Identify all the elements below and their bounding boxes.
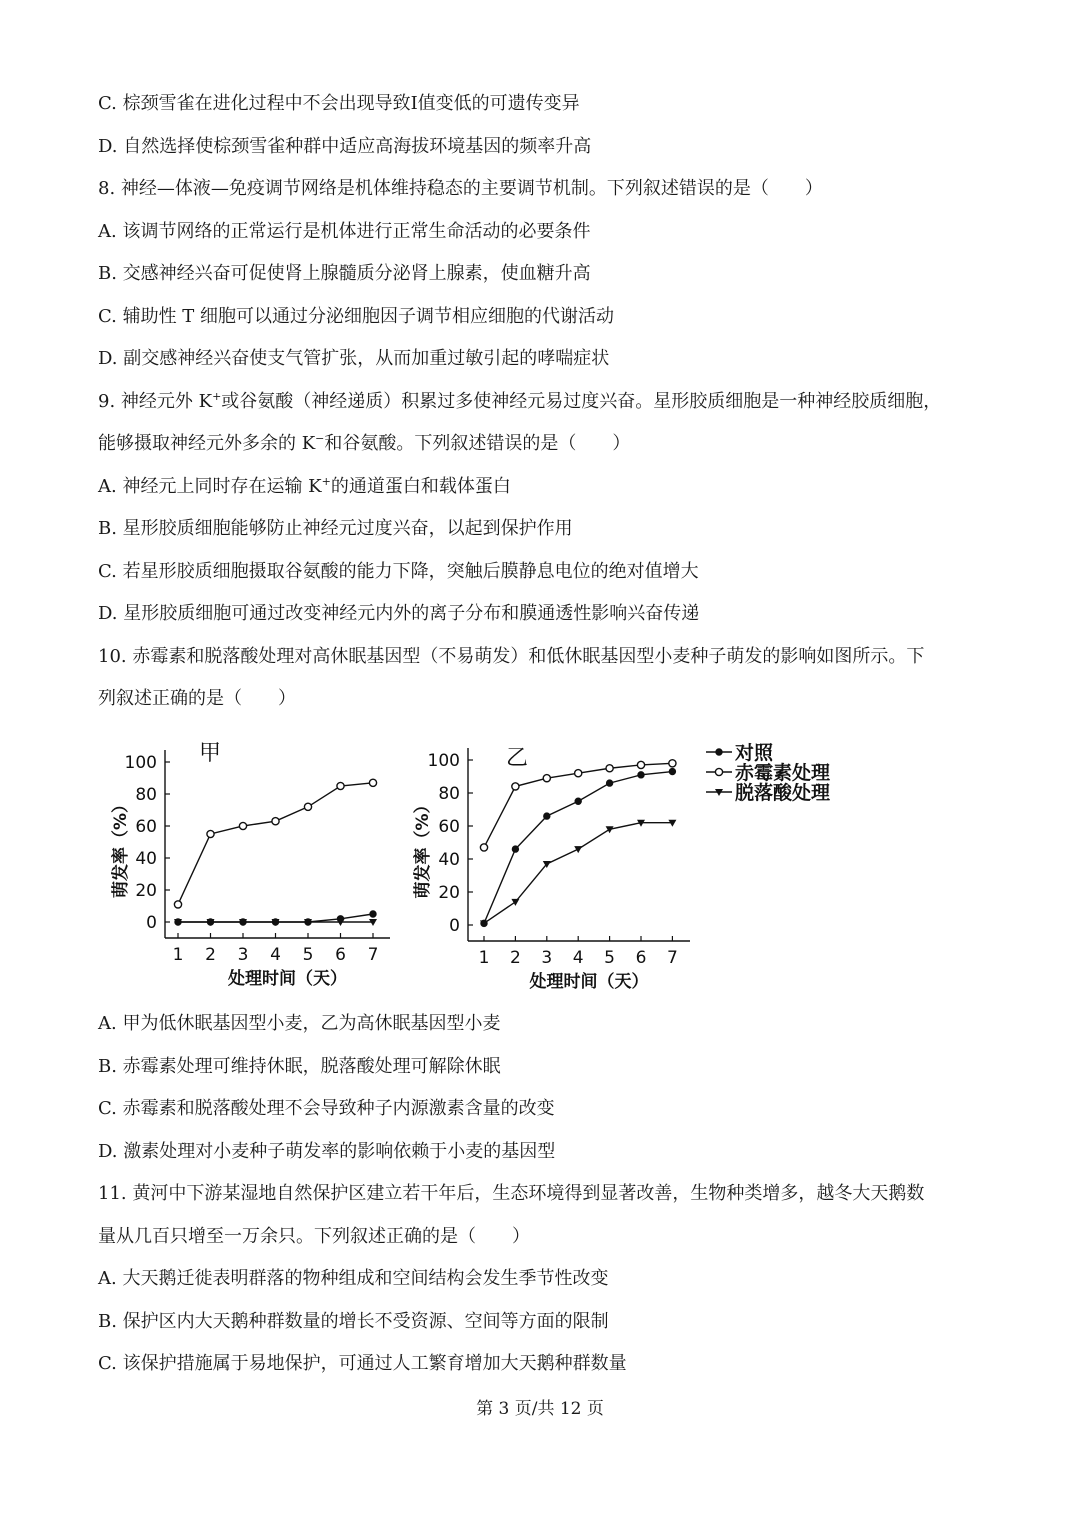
question-11-option-a: A. 大天鹅迁徙表明群落的物种组成和空间结构会发生季节性改变	[98, 1268, 609, 1289]
text-line: D. 自然选择使棕颈雪雀种群中适应高海拔环境基因的频率升高	[98, 136, 592, 157]
x-tick-label: 2	[509, 948, 521, 968]
data-point	[512, 846, 518, 852]
series-3	[480, 820, 676, 928]
x-tick-label: 1	[478, 948, 490, 968]
x-tick-label: 4	[270, 945, 281, 965]
x-tick-label: 5	[604, 948, 616, 968]
data-point	[574, 846, 582, 853]
question-11-stem: 11. 黄河中下游某湿地自然保护区建立若干年后，生态环境得到显著改善，生物种类增多，越冬大天鹅数	[98, 1183, 925, 1204]
legend-label: 对照	[735, 742, 774, 764]
question-9-option-c: C. 若星形胶质细胞摄取谷氨酸的能力下降，突触后膜静息电位的绝对值增大	[98, 561, 699, 582]
question-10-option-a: A. 甲为低休眠基因型小麦，乙为高休眠基因型小麦	[98, 1013, 501, 1034]
y-tick-label: 20	[135, 881, 157, 901]
question-9-stem: 9. 神经元外 K+或谷氨酸（神经递质）积累过多使神经元易过度兴奋。星形胶质细胞是一种神经胶质细胞，	[98, 390, 942, 412]
question-9-option-d: D. 星形胶质细胞可通过改变神经元内外的离子分布和膜通透性影响兴奋传递	[98, 603, 700, 624]
text-line: C. 棕颈雪雀在进化过程中不会出现导致I值变低的可遗传变异	[98, 93, 580, 114]
data-point	[606, 780, 612, 786]
x-tick-label: 7	[666, 948, 678, 968]
y-tick-label: 20	[438, 883, 460, 903]
legend-marker	[716, 749, 722, 755]
y-tick-label: 60	[135, 817, 157, 837]
question-10-stem: 10. 赤霉素和脱落酸处理对高休眠基因型（不易萌发）和低休眠基因型小麦种子萌发的影响如图所示。下	[98, 646, 925, 667]
question-8-option-b: B. 交感神经兴奋可促使肾上腺髓质分泌肾上腺素，使血糖升高	[98, 263, 591, 284]
x-tick-label: 1	[172, 945, 184, 965]
legend-label: 赤霉素处理	[735, 762, 831, 784]
x-tick-label: 6	[335, 945, 346, 965]
y-tick-label: 80	[135, 785, 157, 805]
x-tick-label: 4	[572, 948, 584, 968]
data-point	[511, 899, 519, 906]
question-10-option-d: D. 激素处理对小麦种子萌发率的影响依赖于小麦的基因型	[98, 1141, 556, 1162]
data-point	[575, 798, 581, 804]
page-footer: 第 3 页/共 12 页	[476, 1399, 604, 1419]
question-9-option-b: B. 星形胶质细胞能够防止神经元过度兴奋，以起到保护作用	[98, 518, 573, 539]
y-tick-label: 0	[146, 913, 157, 933]
x-tick-label: 7	[367, 945, 379, 965]
y-tick-label: 40	[135, 849, 157, 869]
data-point	[669, 768, 675, 774]
data-point	[272, 818, 279, 825]
x-tick-label: 5	[302, 945, 314, 965]
x-tick-label: 3	[237, 945, 249, 965]
data-point	[575, 770, 582, 777]
data-point	[512, 783, 519, 790]
question-10-option-b: B. 赤霉素处理可维持休眠，脱落酸处理可解除休眠	[98, 1056, 501, 1077]
data-point	[480, 844, 487, 851]
germination-figure	[0, 725, 1080, 1000]
x-tick-label: 6	[635, 948, 647, 968]
y-tick-label: 40	[438, 850, 460, 870]
series-line	[178, 783, 373, 905]
y-tick-label: 60	[438, 817, 460, 837]
data-point	[638, 772, 644, 778]
y-tick-label: 0	[449, 916, 460, 936]
data-point	[669, 760, 676, 767]
x-tick-label: 3	[541, 948, 553, 968]
data-point	[637, 761, 644, 768]
y-axis-label: 萌发率（%）	[111, 795, 131, 899]
data-point	[544, 813, 550, 819]
data-point	[606, 826, 614, 833]
legend-label: 脱落酸处理	[735, 782, 831, 804]
chart-panel-1	[110, 741, 390, 989]
question-11-stem-cont: 量从几百只增至一万余只。下列叙述正确的是（ ）	[98, 1226, 530, 1247]
x-axis-label: 处理时间（天）	[228, 969, 347, 989]
chart-panel-2	[412, 746, 690, 992]
data-point	[174, 901, 181, 908]
series-2	[480, 760, 676, 851]
series-2	[174, 779, 376, 908]
question-8-stem: 8. 神经—体液—免疫调节网络是机体维持稳态的主要调节机制。下列叙述错误的是（ ）	[98, 178, 823, 199]
series-3	[174, 919, 377, 926]
question-9-option-a: A. 神经元上同时存在运输 K+的通道蛋白和载体蛋白	[98, 475, 511, 497]
y-tick-label: 100	[124, 753, 157, 773]
question-8-option-c: C. 辅助性 T 细胞可以通过分泌细胞因子调节相应细胞的代谢活动	[98, 306, 615, 327]
legend-marker	[715, 768, 722, 775]
question-8-option-d: D. 副交感神经兴奋使支气管扩张，从而加重过敏引起的哮喘症状	[98, 348, 610, 369]
x-axis-label: 处理时间（天）	[529, 972, 649, 992]
y-axis-label: 萌发率（%）	[413, 796, 433, 899]
question-11-option-b: B. 保护区内大天鹅种群数量的增长不受资源、空间等方面的限制	[98, 1311, 609, 1332]
data-point	[239, 822, 246, 829]
data-point	[369, 779, 376, 786]
series-line	[484, 823, 672, 924]
data-point	[337, 782, 344, 789]
question-9-stem-cont: 能够摄取神经元外多余的 K−和谷氨酸。下列叙述错误的是（ ）	[98, 432, 631, 454]
y-tick-label: 80	[438, 784, 460, 804]
chart-title: 乙	[505, 746, 529, 771]
chart-legend	[706, 741, 831, 804]
question-8-option-a: A. 该调节网络的正常运行是机体进行正常生命活动的必要条件	[98, 221, 591, 242]
data-point	[606, 765, 613, 772]
data-point	[207, 830, 214, 837]
data-point	[370, 911, 376, 917]
data-point	[543, 775, 550, 782]
question-10-option-c: C. 赤霉素和脱落酸处理不会导致种子内源激素含量的改变	[98, 1098, 555, 1119]
y-tick-label: 100	[427, 751, 460, 771]
chart-title: 甲	[198, 741, 222, 766]
data-point	[304, 803, 311, 810]
question-10-stem-cont: 列叙述正确的是（ ）	[98, 688, 296, 709]
x-tick-label: 2	[205, 945, 216, 965]
question-11-option-c: C. 该保护措施属于易地保护，可通过人工繁育增加大天鹅种群数量	[98, 1353, 627, 1374]
